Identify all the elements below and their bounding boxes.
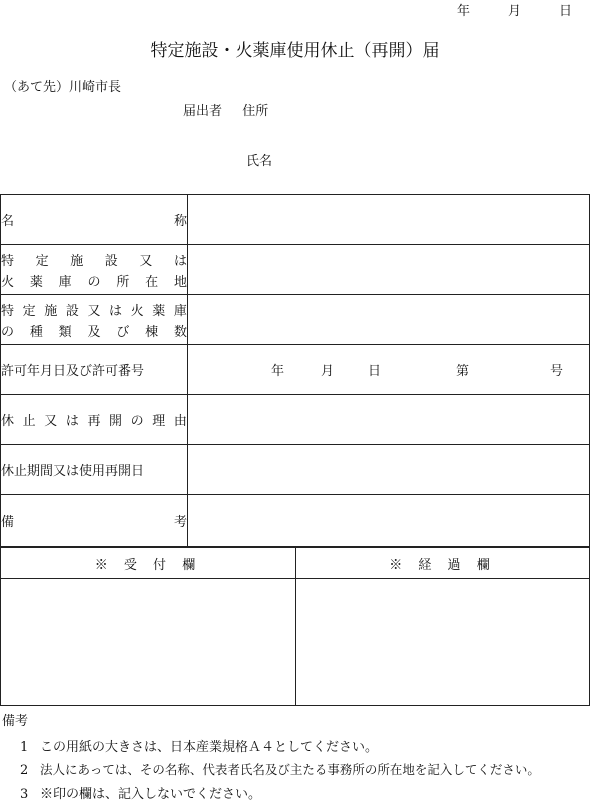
name-label: 氏名	[246, 154, 273, 169]
date-month-label: 月	[507, 4, 521, 19]
note-item: 3 ※印の欄は、記入しないでください。	[20, 787, 262, 802]
progress-column-header: ※ 経 過 欄	[296, 548, 590, 579]
application-form-table	[0, 194, 590, 547]
date-day-label: 日	[558, 4, 572, 19]
permit-year-label: 年	[271, 364, 285, 379]
type-count-value-cell[interactable]	[188, 295, 590, 345]
reception-cell	[1, 579, 296, 706]
form-row-reason	[1, 395, 590, 445]
form-row-remarks	[1, 495, 590, 547]
location-value-cell[interactable]	[188, 245, 590, 295]
row-label-type-count: 特 定 施 設 又 は 火 薬 庫 の 種 類 及 び 棟 数	[1, 295, 188, 345]
address-label: 住所	[242, 104, 269, 119]
permit-go-label: 号	[550, 364, 564, 379]
row-label-reason: 休 止 又 は 再 開 の 理 由	[1, 395, 188, 445]
form-row-permit	[1, 345, 590, 395]
remarks-value-cell[interactable]	[188, 495, 590, 547]
notes-title: 備考	[2, 714, 29, 729]
applicant-label: 届出者	[183, 104, 223, 119]
date-header	[457, 0, 572, 19]
note-item: 2 法人にあっては、その名称、代表者氏名及び主たる事務所の所在地を記入してください。	[20, 762, 540, 778]
office-use-table	[0, 547, 590, 706]
reason-value-cell[interactable]	[188, 395, 590, 445]
row-label-permit: 許可年月日及び許可番号	[1, 345, 188, 395]
applicant-address-line	[183, 100, 268, 119]
document-title: 特定施設・火薬庫使用休止（再開）届	[150, 41, 440, 61]
row-label-remarks: 備 考	[1, 495, 188, 547]
form-row-name	[1, 195, 590, 245]
row-label-name: 名 称	[1, 195, 188, 245]
note-item: 1 この用紙の大きさは、日本産業規格Ａ４としてください。	[20, 740, 379, 755]
reception-column-header: ※ 受 付 欄	[1, 548, 296, 579]
date-year-label: 年	[456, 4, 470, 19]
form-row-location	[1, 245, 590, 295]
permit-value-cell[interactable]	[188, 345, 590, 395]
row-label-location: 特 定 施 設 又 は 火 薬 庫 の 所 在 地	[1, 245, 188, 295]
permit-day-label: 日	[368, 364, 382, 379]
period-value-cell[interactable]	[188, 445, 590, 495]
form-row-type-count	[1, 295, 590, 345]
name-value-cell[interactable]	[188, 195, 590, 245]
permit-dai-label: 第	[456, 364, 470, 379]
form-row-period	[1, 445, 590, 495]
addressee: （あて先）川崎市長	[4, 80, 122, 95]
progress-cell	[296, 579, 590, 706]
row-label-period: 休止期間又は使用再開日	[1, 445, 188, 495]
permit-month-label: 月	[321, 364, 335, 379]
applicant-name-line	[246, 150, 272, 169]
